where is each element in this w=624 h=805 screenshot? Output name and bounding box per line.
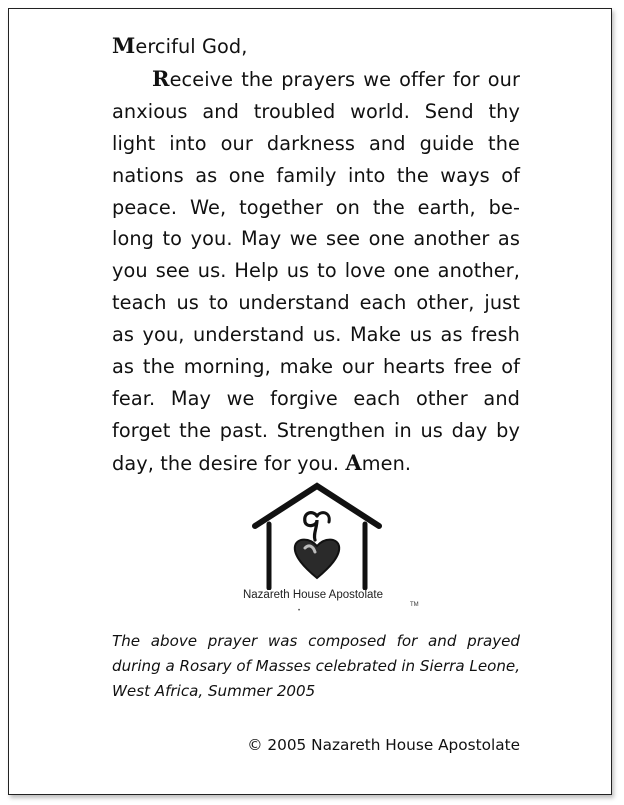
prayer-body <box>112 63 520 480</box>
prayer-body-text: eceive the prayers we offer for our anxious and troubled world. Send thy light into our darkness and guide the nations as one family into the ways of peace. We, together on the earth, be- long to you. May we see one another as you see us. Help us to love one another, teach us to understand each other, just as you, understand us. Make us as fresh as the morning, make our hearts free of fear. May we forgive each other and forget the past. Strengthen in us day by day, the desire for you. <box>112 67 520 475</box>
amen-initial: A <box>345 449 362 475</box>
prayer-note: The above prayer was composed for and prayed during a Rosary of Masses celebrated in Sierra Leone, West Africa, Summer 2005 <box>112 632 520 700</box>
logo-caption: Nazareth House Apostolate <box>242 589 383 601</box>
trademark-mark: TM <box>410 602 419 608</box>
copyright-line: © 2005 Nazareth House Apostolate <box>247 736 520 754</box>
salutation-initial: M <box>112 33 136 58</box>
house-with-heart-icon <box>247 482 387 590</box>
logo-dot: • <box>298 608 301 614</box>
body-initial: R <box>152 65 170 91</box>
salutation: Merciful God, <box>112 33 248 58</box>
amen-rest: men. <box>361 451 412 475</box>
prayer-text <box>112 30 520 480</box>
